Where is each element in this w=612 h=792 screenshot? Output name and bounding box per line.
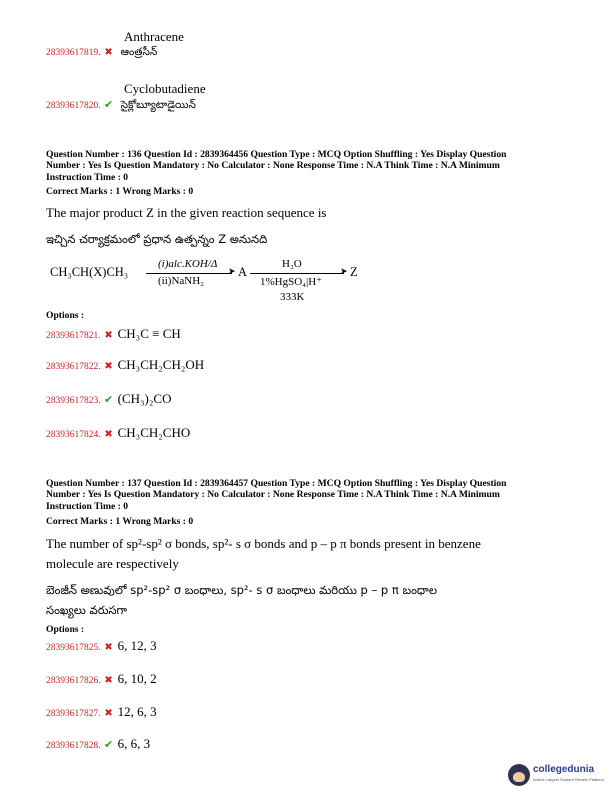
prev-option-1-en: Anthracene bbox=[124, 29, 184, 44]
q137-question-te-line1: బెంజీన్ అణువులో sp²-sp² σ బంధాలు, sp²- s σ బంధాలు మరియు p – p π బంధాల bbox=[46, 583, 438, 597]
q136-option-2 bbox=[46, 357, 204, 373]
option-id: 28393617822. bbox=[46, 362, 101, 372]
wrong-mark-icon: ✖ bbox=[104, 47, 113, 58]
reagent-step2-top: H₂O bbox=[282, 258, 302, 270]
arrowhead-1-icon: ➤ bbox=[228, 266, 236, 276]
option-id: 28393617824. bbox=[46, 430, 101, 440]
q136-option-1 bbox=[46, 326, 181, 342]
reagent-step2-temp: 333K bbox=[280, 291, 305, 303]
option-id: 28393617827. bbox=[46, 709, 101, 719]
arrow-1-icon bbox=[146, 273, 232, 274]
reagent-step1-bottom: (ii)NaNH₂ bbox=[158, 275, 204, 287]
option-text: 12, 6, 3 bbox=[117, 704, 157, 719]
option-id: 28393617825. bbox=[46, 643, 101, 653]
logo-tagline: India's Largest Student Review Platform bbox=[532, 777, 604, 782]
option-text: CH₃C ≡ CH bbox=[117, 326, 181, 341]
wrong-mark-icon: ✖ bbox=[104, 675, 113, 686]
q137-question-en-line1: The number of sp²-sp² σ bonds, sp²- s σ bonds and p – p π bonds present in benzene bbox=[46, 536, 481, 551]
option-id: 28393617819. bbox=[46, 48, 101, 58]
option-id: 28393617823. bbox=[46, 396, 101, 406]
q136-reaction-scheme bbox=[46, 258, 376, 308]
wrong-mark-icon: ✖ bbox=[104, 361, 113, 372]
q136-options-label: Options : bbox=[46, 310, 85, 321]
q137-meta-line3: Instruction Time : 0 bbox=[46, 500, 128, 512]
option-text: CH₃CH₂CH₂OH bbox=[117, 357, 205, 372]
intermediate: A bbox=[238, 265, 248, 279]
prev-option-2 bbox=[46, 98, 196, 114]
q137-meta-line1: Question Number : 137 Question Id : 2839364457 Question Type : MCQ Option Shuffling : Yes Display Question bbox=[46, 478, 507, 489]
reagent-step2-bottom: 1%HgSO₄|H⁺ bbox=[260, 276, 322, 288]
q137-marks: Correct Marks : 1 Wrong Marks : 0 bbox=[46, 516, 194, 527]
product: Z bbox=[350, 265, 358, 279]
arrowhead-2-icon: ➤ bbox=[340, 266, 348, 276]
option-id: 28393617826. bbox=[46, 676, 101, 686]
correct-mark-icon: ✔ bbox=[104, 393, 114, 406]
prev-option-2-te: సైక్లోబ్యూటాడైయిన్ bbox=[120, 99, 196, 111]
option-text: CH₃CH₂CHO bbox=[117, 425, 191, 440]
collegedunia-logo bbox=[508, 764, 604, 786]
q136-meta-line2: Number : Yes Is Question Mandatory : No Calculator : None Response Time : N.A Think Time : N.A Minimum bbox=[46, 160, 500, 172]
q137-meta bbox=[46, 478, 566, 512]
reactant: CH₃CH(X)CH₃ bbox=[50, 265, 129, 279]
q137-options-label: Options : bbox=[46, 624, 85, 635]
q137-option-1 bbox=[46, 638, 157, 654]
q136-meta bbox=[46, 149, 566, 183]
wrong-mark-icon: ✖ bbox=[104, 708, 113, 719]
q137-question-en bbox=[46, 534, 481, 574]
prev-option-1 bbox=[46, 46, 157, 61]
q137-option-3 bbox=[46, 704, 157, 720]
arrow-2-icon bbox=[250, 273, 344, 274]
q137-question-te-line2: సంఖ్యలు వరుసగా bbox=[46, 603, 128, 617]
wrong-mark-icon: ✖ bbox=[104, 642, 113, 653]
q136-option-4 bbox=[46, 425, 190, 441]
option-id: 28393617820. bbox=[46, 101, 101, 111]
logo-mascot-icon bbox=[508, 764, 530, 786]
q137-option-2 bbox=[46, 671, 157, 687]
option-text: 6, 10, 2 bbox=[117, 671, 157, 686]
q137-option-4 bbox=[46, 736, 150, 752]
q137-question-te bbox=[46, 580, 437, 620]
option-text: 6, 6, 3 bbox=[117, 736, 151, 751]
correct-mark-icon: ✔ bbox=[104, 738, 114, 751]
option-id: 28393617828. bbox=[46, 741, 101, 751]
prev-option-1-te: ఆంత్రసీన్ bbox=[120, 46, 158, 58]
option-text: 6, 12, 3 bbox=[117, 638, 157, 653]
q136-marks: Correct Marks : 1 Wrong Marks : 0 bbox=[46, 186, 194, 197]
wrong-mark-icon: ✖ bbox=[104, 429, 113, 440]
q137-meta-line2: Number : Yes Is Question Mandatory : No Calculator : None Response Time : N.A Think Time : N.A Minimum bbox=[46, 489, 500, 501]
q136-meta-line1: Question Number : 136 Question Id : 2839364456 Question Type : MCQ Option Shuffling : Yes Display Question bbox=[46, 149, 507, 160]
prev-option-2-en: Cyclobutadiene bbox=[124, 81, 206, 96]
wrong-mark-icon: ✖ bbox=[104, 330, 113, 341]
q136-question-en: The major product Z in the given reaction sequence is bbox=[46, 205, 327, 220]
option-text: (CH₃)₂CO bbox=[117, 391, 172, 406]
q136-question-te: ఇచ్చిన చర్యాక్రమంలో ప్రధాన ఉత్పన్నం Z అనునది bbox=[46, 232, 268, 246]
reagent-step1-top: (i)alc.KOH/Δ bbox=[158, 258, 218, 270]
q136-option-3 bbox=[46, 391, 171, 407]
option-id: 28393617821. bbox=[46, 331, 101, 341]
correct-mark-icon: ✔ bbox=[104, 98, 114, 111]
logo-name: collegedunia bbox=[532, 764, 595, 775]
q136-meta-line3: Instruction Time : 0 bbox=[46, 171, 128, 183]
q137-question-en-line2: molecule are respectively bbox=[46, 556, 179, 571]
